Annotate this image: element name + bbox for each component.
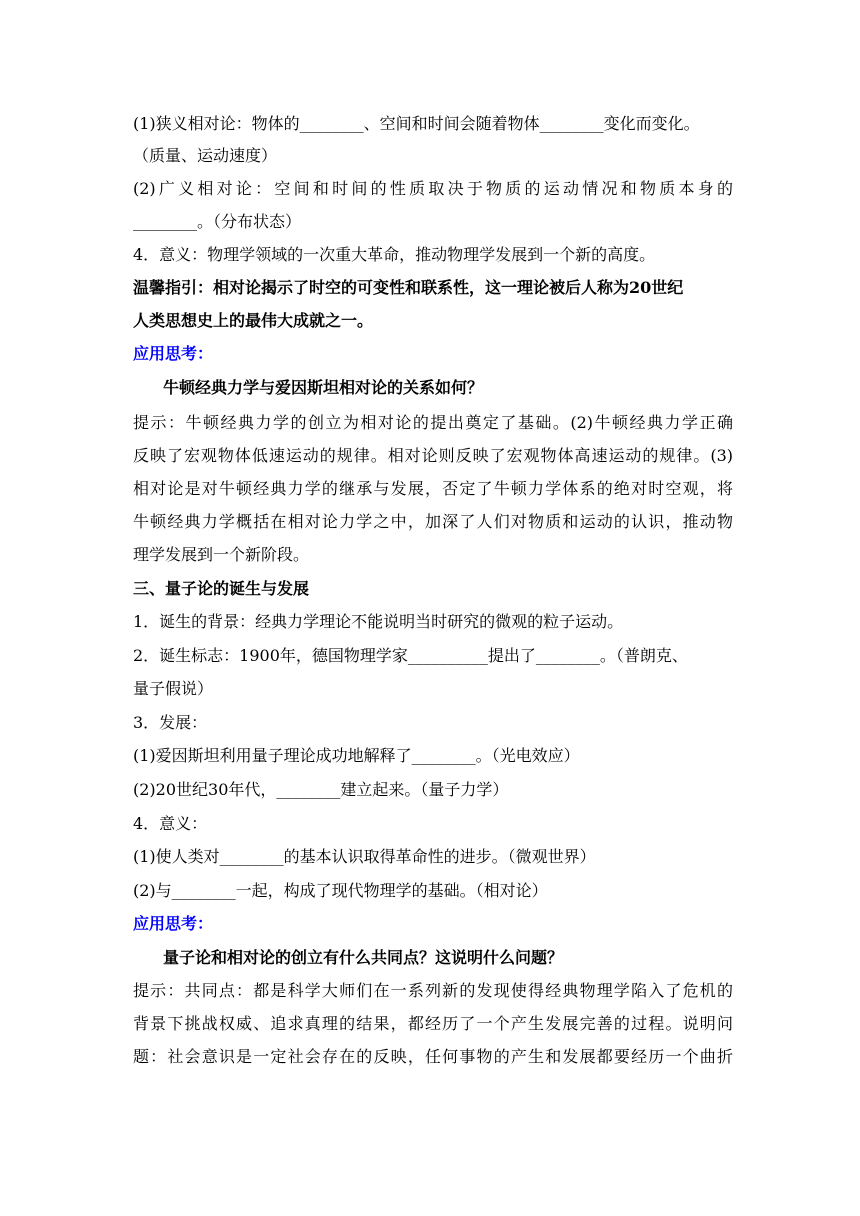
text-line: 4．意义：物理学领域的一次重大革命，推动物理学发展到一个新的高度。 (133, 245, 656, 264)
hint-text: 提示：共同点：都是科学大师们在一系列新的发现使得经典物理学陷入了危机的 (133, 981, 733, 1000)
hint-text: 相对论是对牛顿经典力学的继承与发展，否定了牛顿力学体系的绝对时空观，将 (133, 479, 733, 498)
text-line: (1)使人类对________的基本认识取得革命性的进步。（微观世界） (133, 847, 596, 866)
text-line: (2)20世纪30年代，________建立起来。（量子力学） (133, 780, 509, 799)
text-line: 2．诞生标志：1900年，德国物理学家__________提出了________。（普朗克、 (133, 646, 688, 665)
hint-text: 提示：牛顿经典力学的创立为相对论的提出奠定了基础。(2)牛顿经典力学正确 (133, 413, 733, 432)
text-line: ________。（分布状态） (133, 212, 302, 231)
text-line: 3．发展： (133, 713, 208, 732)
hint-text: 牛顿经典力学概括在相对论力学之中，加深了人们对物质和运动的认识，推动物 (133, 512, 733, 531)
hint-text: 反映了宏观物体低速运动的规律。相对论则反映了宏观物体高速运动的规律。(3) (133, 446, 733, 465)
section-label-apply-thinking: 应用思考： (133, 344, 214, 363)
hint-text: 背景下挑战权威、追求真理的结果，都经历了一个产生发展完善的过程。说明问 (133, 1014, 733, 1033)
text-line: 1．诞生的背景：经典力学理论不能说明当时研究的微观的粒子运动。 (133, 612, 624, 631)
tip-text: 温馨指引：相对论揭示了时空的可变性和联系性，这一理论被后人称为20世纪 (133, 278, 684, 297)
text-line: 4．意义： (133, 814, 208, 833)
question-text: 牛顿经典力学与爱因斯坦相对论的关系如何？ (163, 378, 484, 397)
tip-text: 人类思想史上的最伟大成就之一。 (133, 311, 374, 330)
text-line: （质量、运动速度） (133, 146, 278, 165)
text-line: (2)与________一起，构成了现代物理学的基础。（相对论） (133, 881, 548, 900)
text-line: (1)爱因斯坦利用量子理论成功地解释了________。（光电效应） (133, 746, 580, 765)
text-line: 量子假说） (133, 679, 214, 698)
section-label-apply-thinking: 应用思考： (133, 914, 214, 933)
text-line: (2)广义相对论：空间和时间的性质取决于物质的运动情况和物质本身的 (133, 179, 733, 198)
section-heading: 三、量子论的诞生与发展 (133, 579, 310, 598)
hint-text: 理学发展到一个新阶段。 (133, 545, 310, 564)
hint-text: 题：社会意识是一定社会存在的反映，任何事物的产生和发展都要经历一个曲折 (133, 1047, 733, 1066)
text-line: (1)狭义相对论：物体的________、空间和时间会随着物体________变化而变化。 (133, 114, 700, 133)
question-text: 量子论和相对论的创立有什么共同点？这说明什么问题？ (163, 948, 564, 967)
